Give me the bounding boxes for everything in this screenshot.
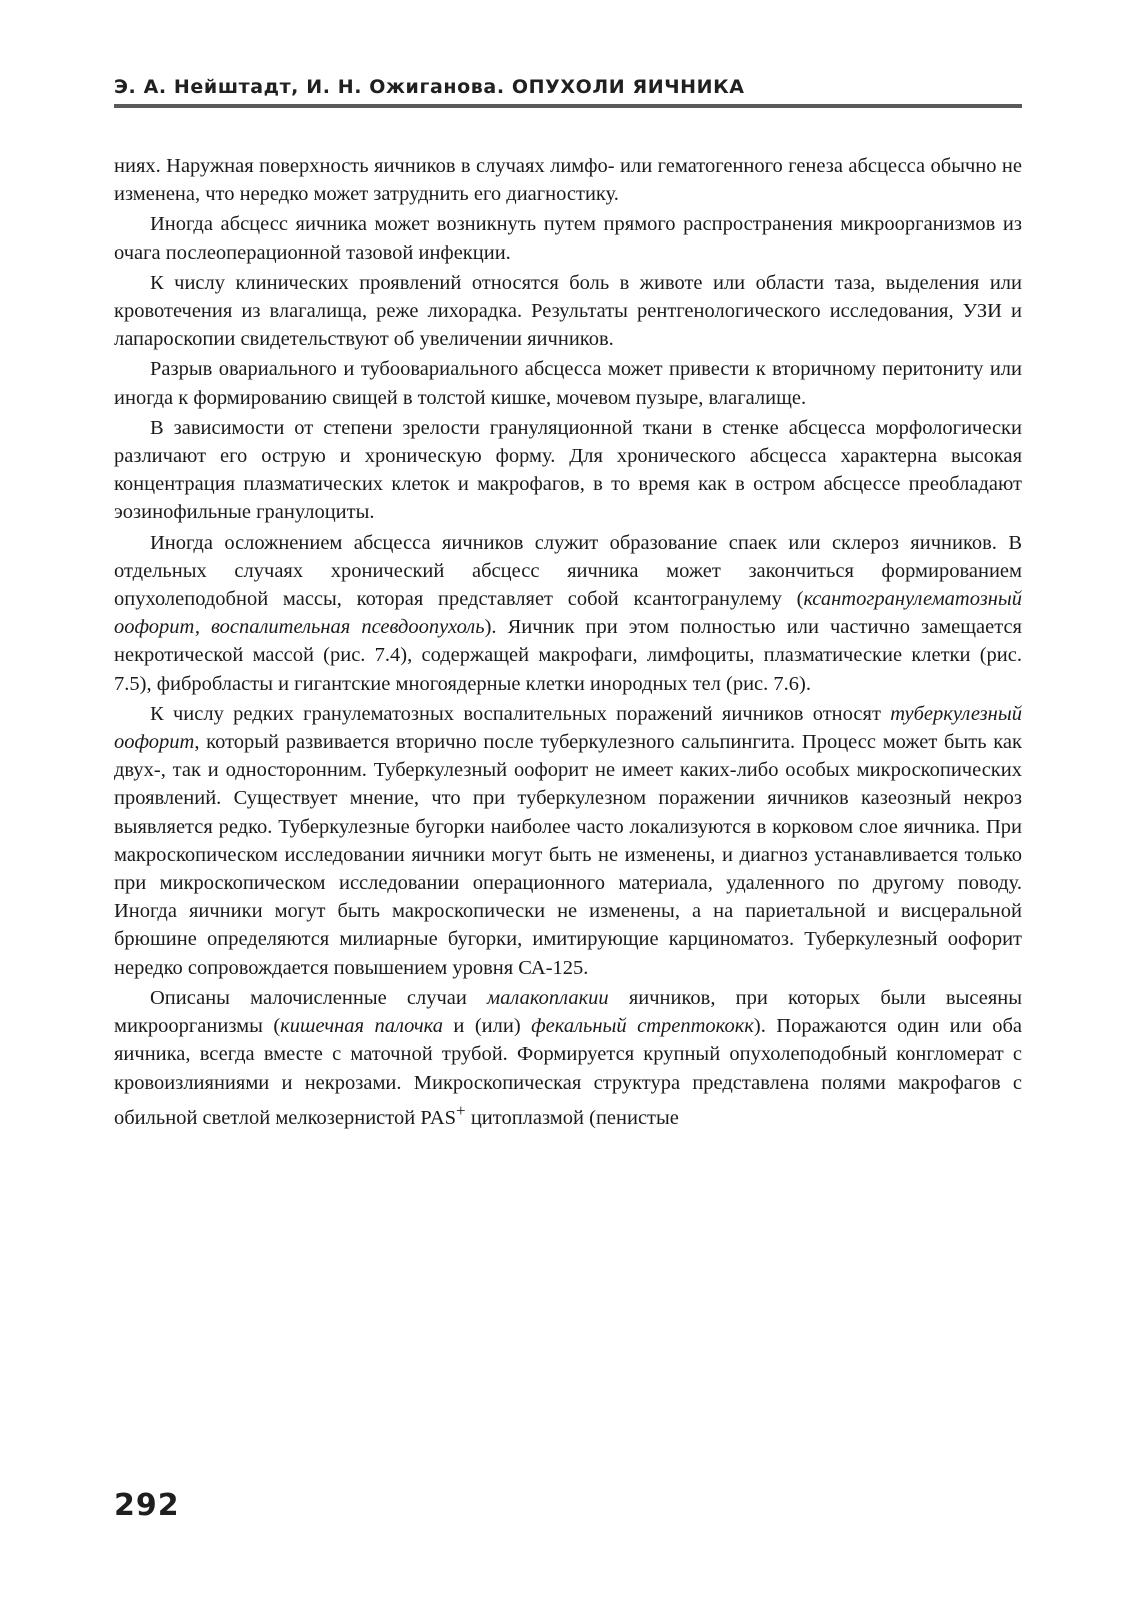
paragraph-5: В зависимости от степени зрелости грануляционной ткани в стенке абсцесса морфологически различают его острую и хроническую форму. Для хронического абсцесса характерна высокая концентрация плазматических клеток и макрофагов, в то время как в остром абсцессе преобладают эозинофильные гранулоциты. [114,416,1022,524]
page-number: 292 [114,1488,180,1523]
running-header: Э. А. Нейштадт, И. Н. Ожиганова. ОПУХОЛИ ЯИЧНИКА [114,76,745,98]
paragraph-3: К числу клинических проявлений относятся боль в животе или области таза, выделения или кровотечения из влагалища, реже лихорадка. Результаты рентгенологического исследования, УЗИ и лапароскопии свидетельствуют об увеличении яичников. [114,271,1022,351]
paragraph-6 [114,529,1022,698]
header-rule [114,104,1022,108]
paragraph-7-italic-term: туберкулезный оофорит [114,702,1022,754]
paragraph-8-italic-term-3: фекальный стрептококк [531,1015,754,1038]
paragraph-8-italic-term-1: малакоплакии [487,986,609,1009]
paragraph-8-italic-term-2: кишечная палочка [280,1015,443,1038]
paragraph-8-text-b: яичников, при которых были высеяны микроорганизмы ( [114,986,1022,1038]
paragraph-6-text-a: Иногда осложнением абсцесса яичников служит образование спаек или склероз яичников. В отдельных случаях хронический абсцесс яичника может закончиться формированием опухолеподобной массы, которая представляет собой ксантогранулему ( [114,531,1022,611]
paragraph-1: ниях. Наружная поверхность яичников в случаях лимфо- или гематогенного генеза абсцесса обычно не изменена, что нередко может затруднить его диагностику. [114,155,1022,206]
paragraph-8-text-a: Описаны малочисленные случаи [150,986,488,1009]
paragraph-2: Иногда абсцесс яичника может возникнуть путем прямого распространения микроорганизмов из очага послеоперационной тазовой инфекции. [114,213,1022,264]
paragraph-4: Разрыв овариального и тубоовариального абсцесса может привести к вторичному перитониту или иногда к формированию свищей в толстой кишке, мочевом пузыре, влагалище. [114,358,1022,409]
paragraph-8-superscript: + [456,1100,466,1120]
paragraph-8-text-c: и (или) [443,1015,532,1038]
paragraph-7-text-b: , который развивается вторично после туберкулезного сальпингита. Процесс может быть как двух-, так и односторонним. Туберкулезный оофорит не имеет каких-либо особых микроскопических проявлений. Существует мнение, что при туберкулезном поражении яичников казеозный некроз выявляется редко. Туберкулезные бугорки наиболее часто локализуются в корковом слое яичника. При макроскопическом исследовании яичники могут быть не изменены, и диагноз устанавливается только при микроскопическом исследовании операционного материала, удаленного по другому поводу. Иногда яичники могут быть макроскопически не изменены, а на париетальной и висцеральной брюшине определяются милиарные бугорки, имитирующие карциноматоз. Туберкулезный оофорит нередко сопровождается повышением уровня СА-125. [114,731,1022,979]
body-text [114,152,1022,1134]
paragraph-6-text-b: ). Яичник при этом полностью или частично замещается некротической массой (рис. 7.4), содержащей макрофаги, лимфоциты, плазматические клетки (рис. 7.5), фибробласты и гигантские многоядерные клетки инородных тел (рис. 7.6). [114,616,1022,695]
paragraph-6-italic-term: ксантогранулематозный оофорит, воспалительная псевдоопухоль [114,588,1022,639]
paragraph-7 [114,700,1022,982]
paragraph-8-text-e: цитоплазмой (пенистые [465,1106,679,1129]
paragraph-8 [114,984,1022,1132]
paragraph-8-text-d: ). Поражаются один или оба яичника, всегда вместе с маточной трубой. Формируется крупный опухолеподобный конгломерат с кровоизлияниями и некрозами. Микроскопическая структура представлена полями макрофагов с обильной светлой мелкозернистой PAS [114,1015,1023,1129]
paragraph-7-text-a: К числу редких гранулематозных воспалительных поражений яичников относят [150,702,891,725]
